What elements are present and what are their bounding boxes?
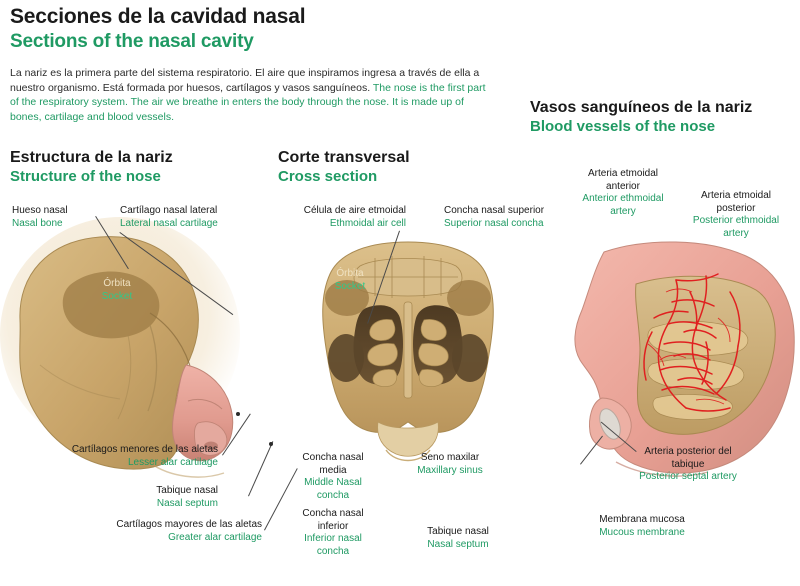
label-maxillary-sinus: Seno maxilar Maxillary sinus bbox=[417, 452, 483, 476]
section-title-cross-es: Corte transversal bbox=[278, 149, 410, 166]
section-title-cross bbox=[278, 148, 410, 186]
label-middle-nasal-concha: Concha nasal media Middle Nasal concha bbox=[302, 452, 364, 501]
label-superior-nasal-concha: Concha nasal superior Superior nasal concha bbox=[444, 205, 545, 229]
label-nasal-septum-1: Tabique nasal Nasal septum bbox=[156, 485, 218, 509]
label-inferior-nasal-concha: Concha nasal inferior Inferior nasal concha bbox=[302, 508, 364, 557]
leader-ant-ethmoid-v bbox=[672, 170, 673, 276]
marker-lesser-alar bbox=[236, 412, 240, 416]
label-posterior-septal-artery: Arteria posterior del tabique Posterior septal artery bbox=[639, 446, 737, 483]
label-ethmoidal-air-cell: Célula de aire etmoidal Ethmoidal air cell bbox=[303, 205, 406, 229]
label-socket-2: Órbita Socket bbox=[334, 268, 366, 292]
leader-mucous-h bbox=[580, 518, 586, 519]
leader-lesser-alar-h bbox=[222, 455, 238, 456]
leader-inferior-h bbox=[374, 516, 386, 517]
leader-ant-ethmoid-h bbox=[660, 170, 672, 171]
section-title-structure-es: Estructura de la nariz bbox=[10, 149, 173, 166]
label-posterior-ethmoidal-artery: Arteria etmoidal posterior Posterior ethmoidal artery bbox=[692, 190, 780, 239]
label-mucous-membrane: Membrana mucosa Mucous membrane bbox=[599, 514, 685, 538]
page-title-es: Secciones de la cavidad nasal bbox=[10, 5, 306, 28]
leader-post-ethmoid-v bbox=[720, 248, 721, 290]
intro-text bbox=[10, 66, 490, 124]
leader-ethmoid-h bbox=[330, 231, 394, 232]
leader-greater-alar-h bbox=[264, 530, 278, 531]
leader-mucous-v bbox=[580, 464, 581, 518]
intro-text-es: La nariz es la primera parte del sistema respiratorio. El aire que inspiramos ingresa a través de ella a nuestro organismo. Está formada por huesos, cartílagos y vasos sanguíneos. bbox=[10, 67, 480, 94]
section-title-structure bbox=[10, 148, 173, 186]
leader-lateral-h bbox=[120, 232, 238, 233]
page-title-en: Sections of the nasal cavity bbox=[10, 31, 254, 52]
section-title-vessels-es: Vasos sanguíneos de la nariz bbox=[530, 99, 753, 116]
leader-septum2-v bbox=[410, 374, 411, 534]
label-greater-alar-cartilage: Cartílagos mayores de las aletas Greater alar cartilage bbox=[116, 519, 262, 543]
leader-superior-h bbox=[400, 231, 444, 232]
leader-septum2-h bbox=[410, 534, 416, 535]
intro-text-en: The nose is the first part of the respiratory system. The air we breathe in enters the body through the nose. It is made up of bones, cartilage and blood vessels. bbox=[10, 81, 486, 123]
section-title-vessels-en: Blood vessels of the nose bbox=[530, 118, 716, 135]
marker-septum1 bbox=[269, 442, 273, 446]
leader-inferior-v bbox=[386, 400, 387, 516]
section-title-vessels bbox=[530, 98, 752, 136]
label-socket-1: Órbita Socket bbox=[101, 278, 133, 302]
label-lesser-alar-cartilage: Cartílagos menores de las aletas Lesser alar cartilage bbox=[71, 444, 218, 468]
leader-septum1-h bbox=[222, 496, 248, 497]
leader-middle-v bbox=[378, 392, 379, 460]
leader-maxillary-v bbox=[450, 374, 451, 450]
section-title-cross-en: Cross section bbox=[278, 168, 378, 185]
leader-middle-h bbox=[374, 460, 380, 461]
section-title-structure-en: Structure of the nose bbox=[10, 168, 161, 185]
label-nasal-bone: Hueso nasal Nasal bone bbox=[12, 205, 68, 229]
leader-ethmoid-v bbox=[394, 231, 395, 269]
label-lateral-nasal-cartilage: Cartílago nasal lateral Lateral nasal cartilage bbox=[120, 205, 218, 229]
leader-nasal-bone-h bbox=[96, 216, 118, 217]
label-anterior-ethmoidal-artery: Arteria etmoidal anterior Anterior ethmoidal artery bbox=[582, 168, 664, 217]
label-nasal-septum-2: Tabique nasal Nasal septum bbox=[427, 526, 489, 550]
